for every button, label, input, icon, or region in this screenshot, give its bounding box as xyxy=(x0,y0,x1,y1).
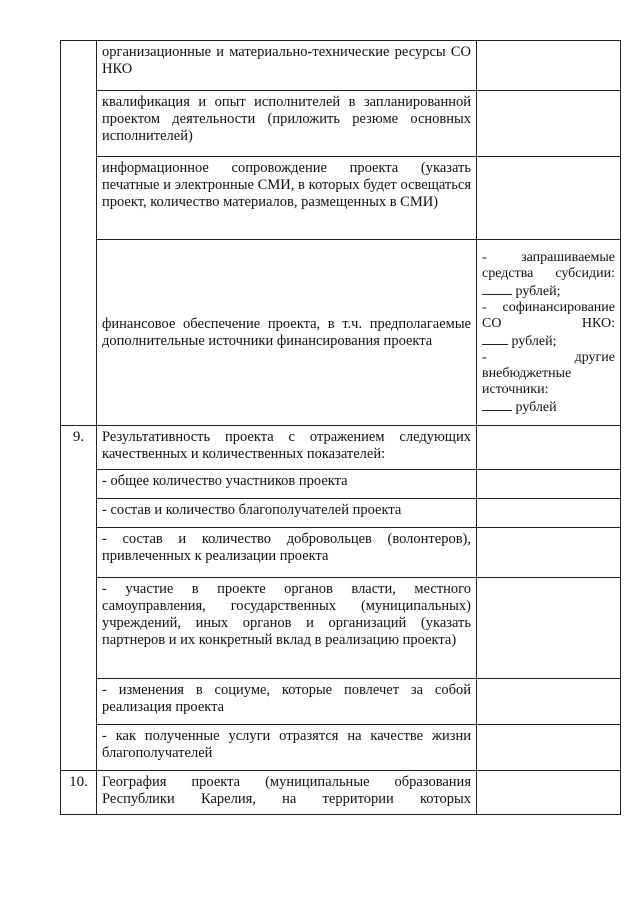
row-number-cell: 10. xyxy=(61,771,97,815)
table-row xyxy=(61,470,621,499)
criterion-cell: Результативность проекта с отражением следующих качественных и количественных показателей: xyxy=(97,426,477,470)
table-row xyxy=(61,41,621,91)
table-row xyxy=(61,426,621,470)
criterion-cell: - участие в проекте органов власти, местного самоуправления, государственных (муниципальных) учреждений, иных органов и организаций (указать партнеров и их конкретный вклад в реализацию проекта) xyxy=(97,578,477,679)
value-cell[interactable] xyxy=(477,578,621,679)
financing-subsidy-label: - запрашиваемые средства субсидии: xyxy=(482,250,615,281)
value-cell[interactable] xyxy=(477,426,621,470)
table-row xyxy=(61,157,621,240)
financing-other-unit: рублей xyxy=(515,400,557,415)
application-form-table xyxy=(60,40,621,815)
table-row xyxy=(61,499,621,528)
value-cell[interactable] xyxy=(477,470,621,499)
criterion-cell: - общее количество участников проекта xyxy=(97,470,477,499)
financing-subsidy-unit: рублей; xyxy=(515,284,561,299)
value-cell[interactable] xyxy=(477,499,621,528)
criterion-cell: - состав и количество добровольцев (волонтеров), привлеченных к реализации проекта xyxy=(97,528,477,578)
criterion-cell: информационное сопровождение проекта (указать печатные и электронные СМИ, в которых будет освещаться проект, количество материалов, размещенных в СМИ) xyxy=(97,157,477,240)
table-row xyxy=(61,578,621,679)
criterion-cell: - состав и количество благополучателей проекта xyxy=(97,499,477,528)
financing-subsidy-line xyxy=(482,282,615,300)
table-row xyxy=(61,240,621,426)
value-cell[interactable] xyxy=(477,91,621,157)
criterion-cell: квалификация и опыт исполнителей в запланированной проектом деятельности (приложить резюме основных исполнителей) xyxy=(97,91,477,157)
value-cell[interactable] xyxy=(477,725,621,771)
row-number-cell xyxy=(61,41,97,426)
criterion-cell: финансовое обеспечение проекта, в т.ч. предполагаемые дополнительные источники финансирования проекта xyxy=(97,240,477,426)
criterion-cell: - как полученные услуги отразятся на качестве жизни благополучателей xyxy=(97,725,477,771)
value-cell[interactable] xyxy=(477,771,621,815)
table-row xyxy=(61,679,621,725)
criterion-cell: - изменения в социуме, которые повлечет за собой реализация проекта xyxy=(97,679,477,725)
financing-cofinancing-unit: рублей; xyxy=(511,334,557,349)
criterion-cell: География проекта (муниципальные образования Республики Карелия, на территории которых xyxy=(97,771,477,815)
financing-cofinancing-label: - софинансирование СО НКО: xyxy=(482,300,615,331)
financing-other-label: - другие внебюджетные источники: xyxy=(482,350,615,397)
value-cell[interactable] xyxy=(477,528,621,578)
table-row xyxy=(61,91,621,157)
blank-field[interactable] xyxy=(482,282,512,295)
financing-value-cell[interactable] xyxy=(477,240,621,426)
value-cell[interactable] xyxy=(477,41,621,91)
table-row xyxy=(61,771,621,815)
table-row xyxy=(61,528,621,578)
criterion-cell: организационные и материально-технические ресурсы СО НКО xyxy=(97,41,477,91)
financing-cofinancing-line xyxy=(482,332,615,350)
value-cell[interactable] xyxy=(477,157,621,240)
financing-other-line xyxy=(482,398,615,416)
blank-field[interactable] xyxy=(482,332,508,345)
blank-field[interactable] xyxy=(482,398,512,411)
value-cell[interactable] xyxy=(477,679,621,725)
table-row xyxy=(61,725,621,771)
row-number-cell: 9. xyxy=(61,426,97,771)
